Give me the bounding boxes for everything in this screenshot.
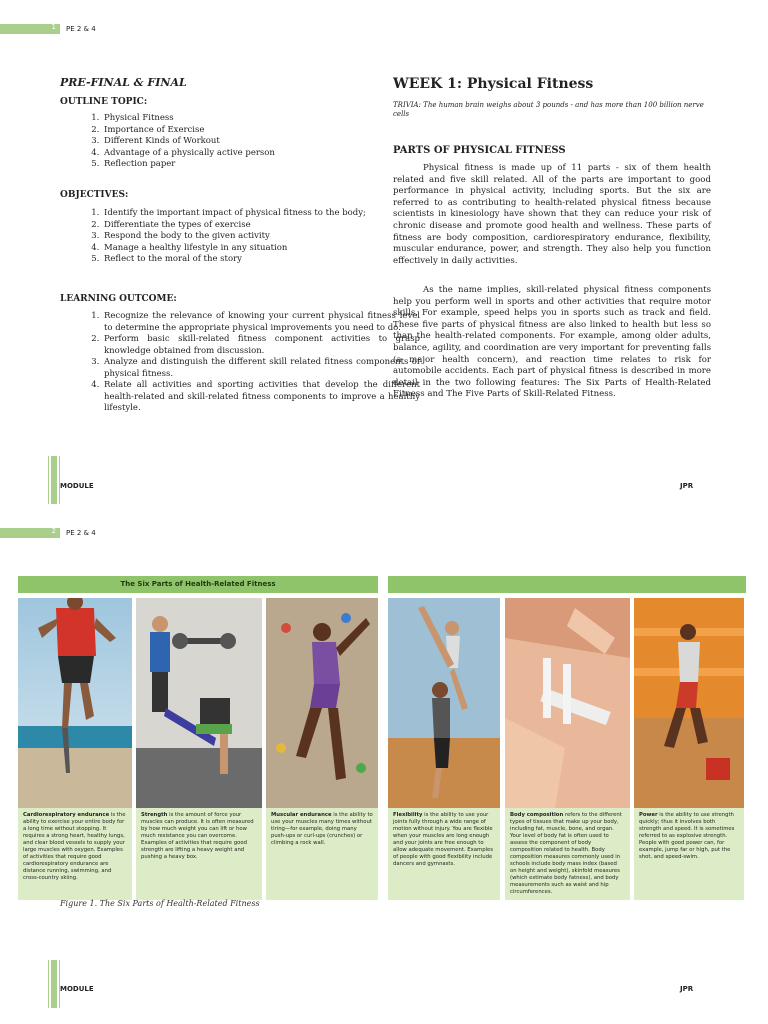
outline-heading: OUTLINE TOPIC: bbox=[60, 97, 148, 107]
learning-outcome-list bbox=[60, 311, 420, 415]
figure-title-bar bbox=[388, 576, 746, 593]
caption-text: is the ability to use your muscles many times without tiring—for example, doing many push-ups or curl-ups (crunches) or climbing a rock wall. bbox=[271, 812, 373, 846]
footer-author-label: JPR bbox=[680, 985, 694, 993]
list-item: 2. Importance of Exercise bbox=[102, 125, 402, 137]
caption-flexibility bbox=[388, 808, 500, 900]
week-title: WEEK 1: Physical Fitness bbox=[393, 76, 594, 92]
rock-wall-illustration bbox=[266, 598, 378, 808]
section-heading: PARTS OF PHYSICAL FITNESS bbox=[393, 145, 566, 156]
caption-term: Strength bbox=[141, 812, 168, 818]
objectives-list bbox=[60, 208, 420, 266]
body-composition-photo bbox=[505, 598, 630, 808]
course-label: PE 2 & 4 bbox=[66, 25, 96, 33]
caption-text: is the ability to use strength quickly; thus it involves both strength and speed. It is sometimes referred to as explosive strength. People with good power can, for example, jump far or high, put the shot, and speed-swim. bbox=[639, 812, 735, 860]
caption-text: is the ability to exercise your entire body for a long time without stopping. It requires a strong heart, healthy lungs, and clear blood vessels to supply your large muscles with oxygen. Examples of activities that require good cardiorespiratory endurance are distance running, swimming, and cross-country skiing. bbox=[23, 812, 126, 881]
caption-body-composition bbox=[505, 808, 630, 900]
list-item: 3. Different Kinds of Workout bbox=[102, 136, 402, 148]
learning-outcome-heading: LEARNING OUTCOME: bbox=[60, 294, 177, 304]
list-item: 1. Recognize the relevance of knowing your current physical fitness level to determine the appropriate physical improvements you need to do. bbox=[102, 311, 420, 334]
footer-accent-bar bbox=[51, 456, 57, 504]
figure-title: The Six Parts of Health-Related Fitness bbox=[18, 576, 378, 593]
page2-header bbox=[0, 528, 96, 538]
list-item: 3. Analyze and distinguish the different skill related fitness components of physical fitness. bbox=[102, 357, 420, 380]
box-jump-illustration bbox=[634, 598, 744, 808]
page-number: 1 bbox=[51, 23, 56, 31]
list-item: 4. Relate all activities and sporting activities that develop the different health-related and skill-related fitness components to improve a healthy lifestyle. bbox=[102, 380, 420, 415]
footer-module-label: MODULE bbox=[60, 482, 94, 490]
caption-term: Flexibility bbox=[393, 812, 423, 818]
figure-caption: Figure 1. The Six Parts of Health-Related Fitness bbox=[60, 899, 260, 908]
climbing-photo bbox=[266, 598, 378, 808]
caption-text: refers to the different types of tissues that make up your body, including fat, muscle, bone, and organ. Your level of body fat is often used to assess the component of body composition related to health. Body composition measures commonly used in schools include body mass index (based on height and weight), skinfold measures (which estimate body fatness), and body measurements such as waist and hip circumferences. bbox=[510, 812, 622, 895]
list-item: 4. Manage a healthy lifestyle in any situation bbox=[102, 243, 420, 255]
page-number: 2 bbox=[51, 527, 56, 535]
paragraph: Physical fitness is made up of 11 parts - six of them health related and five skill related. All of the parts are important to good performance in physical activity, including sports. But the six are referred to as contributing to health-related physical fitness because scientists in kinesiology have shown that they can reduce your risk of chronic disease and promote good health and wellness. These parts of fitness are body composition, cardiorespiratory endurance, flexibility, muscular endurance, power, and strength. They also help you function effectively in daily activities. bbox=[393, 163, 711, 266]
dancers-illustration bbox=[388, 598, 500, 808]
list-item: 1. Identify the important impact of physical fitness to the body; bbox=[102, 208, 420, 220]
runner-illustration bbox=[18, 598, 132, 808]
page-number-tab bbox=[0, 24, 60, 34]
footer-module-label: MODULE bbox=[60, 985, 94, 993]
bench-press-illustration bbox=[136, 598, 262, 808]
outline-list bbox=[60, 113, 402, 171]
runner-photo bbox=[18, 598, 132, 808]
caption-cardiorespiratory bbox=[18, 808, 132, 900]
list-item: 5. Reflect to the moral of the story bbox=[102, 254, 420, 266]
strength-photo bbox=[136, 598, 262, 808]
caption-text: is the ability to use your joints fully through a wide range of motion without injury. You are flexible when your muscles are long enough and your joints are free enough to allow adequate movement. Examples of people with good flexibility include dancers and gymnasts. bbox=[393, 812, 494, 867]
skinfold-caliper-illustration bbox=[505, 598, 630, 808]
trivia-text: TRIVIA: The human brain weighs about 3 pounds - and has more than 100 billion nerve cells bbox=[393, 101, 704, 118]
page1-header bbox=[0, 24, 96, 34]
flexibility-photo bbox=[388, 598, 500, 808]
caption-text: is the amount of force your muscles can produce. It is often measured by how much weight you can lift or how much resistance you can overcome. Examples of activities that require good strength are lifting a heavy weight and pushing a heavy box. bbox=[141, 812, 254, 860]
list-item: 2. Differentiate the types of exercise bbox=[102, 220, 420, 232]
caption-term: Body composition bbox=[510, 812, 564, 818]
footer-author-label: JPR bbox=[680, 482, 694, 490]
paragraph: As the name implies, skill-related physical fitness components help you perform well in sports and other activities that require motor skills. For example, speed helps you in sports such as track and field. These five parts of physical fitness are also linked to health but less so than the health-related components. For example, among older adults, balance, agility, and coordination are very important for preventing falls (a major health concern), and reaction time relates to risk for automobile accidents. Each part of physical fitness is described in more detail in the two following features: The Six Parts of Health-Related Fitness and The Five Parts of Skill-Related Fitness. bbox=[393, 285, 711, 400]
caption-muscular-endurance bbox=[266, 808, 378, 900]
caption-strength bbox=[136, 808, 262, 900]
objectives-heading: OBJECTIVES: bbox=[60, 190, 129, 200]
list-item: 1. Physical Fitness bbox=[102, 113, 402, 125]
caption-term: Muscular endurance bbox=[271, 812, 332, 818]
caption-term: Power bbox=[639, 812, 658, 818]
course-label: PE 2 & 4 bbox=[66, 529, 96, 537]
list-item: 2. Perform basic skill-related fitness component activities to grasp knowledge obtained from discussion. bbox=[102, 334, 420, 357]
list-item: 4. Advantage of a physically active person bbox=[102, 148, 402, 160]
caption-power bbox=[634, 808, 744, 900]
list-item: 3. Respond the body to the given activity bbox=[102, 231, 420, 243]
prefinal-title: PRE-FINAL & FINAL bbox=[60, 76, 187, 89]
caption-term: Cardiorespiratory endurance bbox=[23, 812, 110, 818]
power-photo bbox=[634, 598, 744, 808]
list-item: 5. Reflection paper bbox=[102, 159, 402, 171]
page-number-tab bbox=[0, 528, 60, 538]
footer-accent-bar bbox=[51, 960, 57, 1008]
